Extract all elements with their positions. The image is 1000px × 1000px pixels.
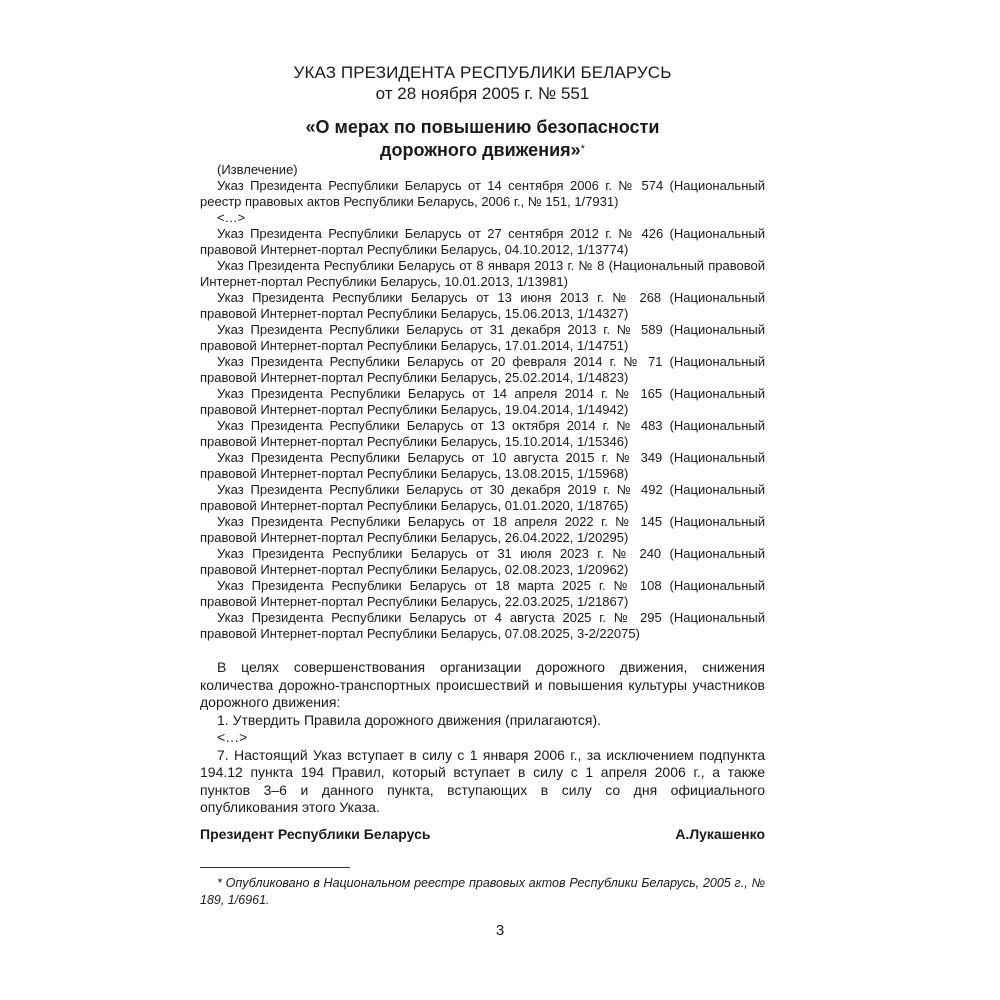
signatory-name: А.Лукашенко	[675, 826, 765, 842]
amendment-item: Указ Президента Республики Беларусь от 10 августа 2015 г. № 349 (Национальный правовой Интернет-портал Республики Беларусь, 13.08.2015, 1/15968)	[200, 450, 765, 481]
amendment-item: Указ Президента Республики Беларусь от 18 марта 2025 г. № 108 (Национальный правовой Интернет-портал Республики Беларусь, 22.03.2025, 1/21867)	[200, 578, 765, 609]
signatory-position: Президент Республики Беларусь	[200, 826, 431, 842]
page-number: 3	[495, 922, 505, 939]
footnote-text: * Опубликовано в Национальном реестре правовых актов Республики Беларусь, 2005 г., № 189, 1/6961.	[200, 876, 765, 907]
preamble-paragraph: В целях совершенствования организации дорожного движения, снижения количества дорожно-транспортных происшествий и повышения культуры участников дорожного движения:	[200, 659, 765, 710]
title-line-2	[200, 139, 765, 162]
amendment-ellipsis: <…>	[217, 210, 246, 225]
title-line-2-text: дорожного движения»	[380, 140, 581, 160]
document-type: УКАЗ ПРЕЗИДЕНТА РЕСПУБЛИКИ БЕЛАРУСЬ	[293, 63, 672, 82]
decree-body	[200, 659, 765, 817]
footnote-mark: *	[580, 143, 585, 155]
extract-label: (Извлечение)	[217, 162, 298, 177]
footnote-divider	[200, 867, 350, 868]
amendment-item: Указ Президента Республики Беларусь от 14 апреля 2014 г. № 165 (Национальный правовой Интернет-портал Республики Беларусь, 19.04.2014, 1/14942)	[200, 386, 765, 417]
amendment-item: Указ Президента Республики Беларусь от 13 июня 2013 г. № 268 (Национальный правовой Интернет-портал Республики Беларусь, 15.06.2013, 1/14327)	[200, 290, 765, 321]
amendment-item: Указ Президента Республики Беларусь от 27 сентября 2012 г. № 426 (Национальный правовой Интернет-портал Республики Беларусь, 04.10.2012, 1/13774)	[200, 226, 765, 257]
amendment-item: Указ Президента Республики Беларусь от 18 апреля 2022 г. № 145 (Национальный правовой Интернет-портал Республики Беларусь, 26.04.2022, 1/20295)	[200, 514, 765, 545]
amendment-item: Указ Президента Республики Беларусь от 13 октября 2014 г. № 483 (Национальный правовой Интернет-портал Республики Беларусь, 15.10.2014, 1/15346)	[200, 418, 765, 449]
point-1-paragraph: 1. Утвердить Правила дорожного движения (прилагаются).	[217, 711, 602, 728]
document-date: от 28 ноября 2005 г. № 551	[375, 84, 590, 103]
document-header	[200, 62, 765, 162]
amendment-item: Указ Президента Республики Беларусь от 8 января 2013 г. № 8 (Национальный правовой Интернет-портал Республики Беларусь, 10.01.2013, 1/13981)	[200, 258, 765, 289]
signature-block	[200, 826, 765, 842]
amendment-item: Указ Президента Республики Беларусь от 14 сентября 2006 г. № 574 (Национальный реестр правовых актов Республики Беларусь, 2006 г., № 151, 1/7931)	[200, 178, 765, 209]
amendment-item: Указ Президента Республики Беларусь от 20 февраля 2014 г. № 71 (Национальный правовой Интернет-портал Республики Беларусь, 25.02.2014, 1/14823)	[200, 354, 765, 385]
body-ellipsis: <…>	[217, 729, 248, 745]
point-7-paragraph: 7. Настоящий Указ вступает в силу с 1 января 2006 г., за исключением подпункта 194.12 пункта 194 Правил, который вступает в силу с 1 апреля 2006 г., а также пунктов 3–6 и данного пункта, вступающих в силу со дня официального опубликования этого Указа.	[200, 746, 765, 815]
document-title	[200, 116, 765, 162]
amendments-list	[200, 162, 765, 642]
amendment-item: Указ Президента Республики Беларусь от 31 июля 2023 г. № 240 (Национальный правовой Интернет-портал Республики Беларусь, 02.08.2023, 1/20962)	[200, 546, 765, 577]
title-line-1: «О мерах по повышению безопасности	[305, 117, 660, 137]
amendment-item: Указ Президента Республики Беларусь от 30 декабря 2019 г. № 492 (Национальный правовой Интернет-портал Республики Беларусь, 01.01.2020, 1/18765)	[200, 482, 765, 513]
amendment-item: Указ Президента Республики Беларусь от 31 декабря 2013 г. № 589 (Национальный правовой Интернет-портал Республики Беларусь, 17.01.2014, 1/14751)	[200, 322, 765, 353]
amendment-item: Указ Президента Республики Беларусь от 4 августа 2025 г. № 295 (Национальный правовой Интернет-портал Республики Беларусь, 07.08.2025, 3-2/22075)	[200, 610, 765, 641]
